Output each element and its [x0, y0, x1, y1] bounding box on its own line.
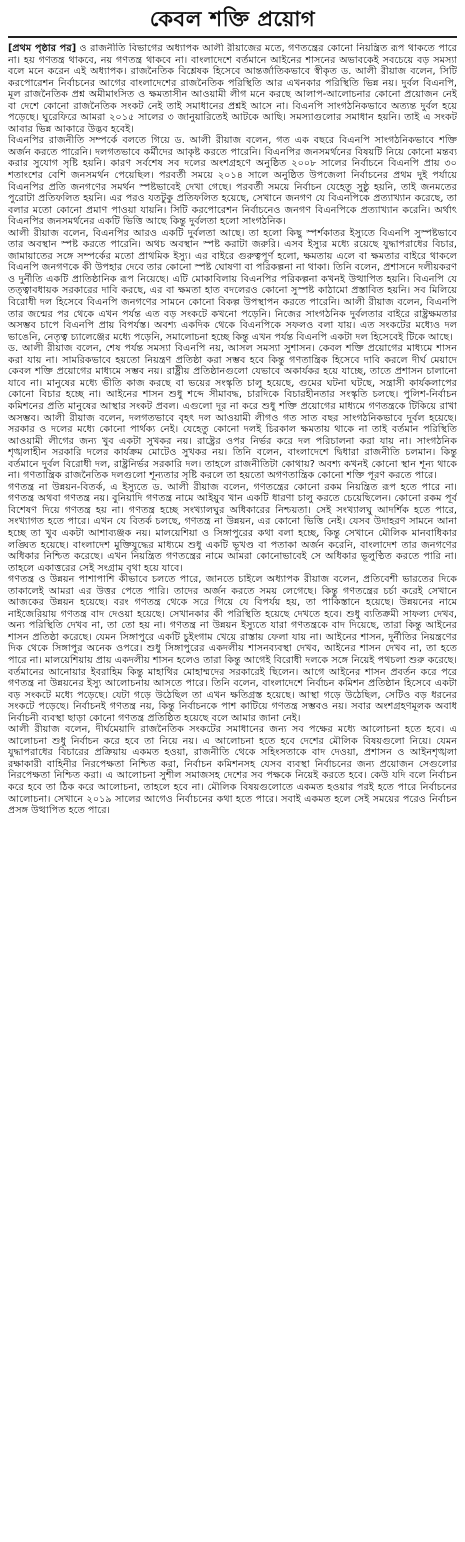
paragraph-1 — [8, 43, 457, 135]
headline: কেবল শক্তি প্রয়োগ — [149, 7, 316, 31]
headline-divider — [8, 36, 457, 38]
paragraph-2: বিএনপির রাজনীতি সম্পর্কে বলতে গিয়ে ড. আলী রীয়াজ বলেন, গত এক বছরে বিএনপি সাংগঠনিকভাবে শক্তি অর্জন করতে পারেনি। দলগতভাবে কর্মীদের আকৃষ্ট করতে পারেনি। বিএনপির জনসমর্থনের বিষয়টি নিয়ে কোনো মন্তব্য করার সুযোগ সৃষ্টি হয়নি। কারণ সর্বশেষ সব দলের অংশগ্রহণে অনুষ্ঠিত ২০০৮ সালের নির্বাচনে বিএনপি প্রায় ৩০ শতাংশের বেশি জনসমর্থন পেয়েছিল। পরবর্তী সময়ে ২০১৪ সালে অনুষ্ঠিত উপজেলা নির্বাচনের প্রথম দুই পর্যায়ে বিএনপির প্রতি জনগণের সমর্থন স্পষ্টভাবেই দেখা গেছে। পরবর্তী সময়ে নির্বাচন যেহেতু সুষ্ঠু হয়নি, তাই জনমতের পুরোটা প্রতিফলিত হয়নি। এর পরও যতটুকু প্রতিফলিত হয়েছে, সেখানে জনগণ যে বিএনপিকে প্রত্যাখ্যান করেছে, তা বলার মতো কোনো প্রমাণ পাওয়া যায়নি। সিটি করপোরেশন নির্বাচনেও জনগণ বিএনপিকে প্রত্যাখ্যান করেনি। অর্থাৎ বিএনপির জনসমর্থনের একটি ভিত্তি আছে কিন্তু দুর্বলতা হলো সাংগঠনিক। — [8, 135, 457, 228]
article-body — [8, 43, 457, 1538]
paragraph-3: আলী রীয়াজ বলেন, বিএনপির আরও একটি দুর্বলতা আছে। তা হলো কিছু স্পর্শকাতর ইস্যুতে বিএনপি সুস্পষ্টভাবে তার অবস্থান স্পষ্ট করতে পারেনি। অথচ অবস্থান স্পষ্ট করাটা জরুরি। এসব ইস্যুর মধ্যে রয়েছে যুদ্ধাপরাধের বিচার, জামায়াতের সঙ্গে সম্পর্কের মতো প্রাথমিক ইস্যু। এর বাইরে গুরুত্বপূর্ণ হলো, ক্ষমতায় এলে বা ক্ষমতার বাইরে থাকলে বিএনপি জনগণকে কী উপহার দেবে তার কোনো স্পষ্ট ঘোষণা বা পরিকল্পনা না থাকা। তিনি বলেন, প্রশাসনে দলীয়করণ ও দুর্নীতি একটি প্রাতিষ্ঠানিক রূপ নিয়েছে। এটি মোকাবিলায় বিএনপির পরিকল্পনা কখনই উত্থাপিত হয়নি। বিএনপি যে তত্ত্বাবধায়ক সরকারের দাবি করছে, এর বা ক্ষমতা হাত বদলেরও কোনো সুস্পষ্ট কাঠামো প্রস্তাবিত হয়নি। সব মিলিয়ে বিরোধী দল হিসেবে বিএনপি জনগণের সামনে কোনো বিকল্প উপস্থাপন করতে পারেনি। আলী রীয়াজ বলেন, বিএনপি তার জন্মের পর থেকে এখন পর্যন্ত এত বড় সংকটে কখনো পড়েনি। নিজের সাংগঠনিক দুর্বলতার বাইরে রাষ্ট্রক্ষমতার অসম্ভব চাপে বিএনপি প্রায় বিপর্যস্ত। অবশ্য একদিক থেকে বিএনপিকে সফলও বলা যায়। এত সংকটের মধ্যেও দল ভাঙেনি, নেতৃত্ব চ্যালেঞ্জের মধ্যে পড়েনি, সমালোচনা হচ্ছে কিন্তু এখন পর্যন্ত বিএনপি একটা দল হিসেবেই টিকে আছে। — [8, 227, 457, 343]
paragraph-6: গণতন্ত্র ও উন্নয়ন পাশাপাশি কীভাবে চলতে পারে, জানতে চাইলে অধ্যাপক রীয়াজ বলেন, প্রতিবেশী ভারতের দিকে তাকালেই আমরা এর উত্তর পেতে পারি। তাদের অর্জন করতে সময় লেগেছে। কিন্তু গণতন্ত্রের চর্চা করেই সেখানে আজকের উন্নয়ন হয়েছে। বরং গণতন্ত্র থেকে সরে গিয়ে যে বিপর্যয় হয়, তা পাকিস্তানে হয়েছে। উন্নয়নের নামে নাইজেরিয়ায় গণতন্ত্র বাদ দেওয়া হয়েছে। সেখানকার কী পরিস্থিতি হয়েছে দেখতে হবে। শুধু ব্যতিক্রমী সাফল্য দেখব, অন্য পরিস্থিতি দেখব না, তা তো হয় না। গণতন্ত্র না উন্নয়ন ইস্যুতে যারা গণতন্ত্রকে বাদ দিয়েছে, তারা কিন্তু আইনের শাসন প্রতিষ্ঠা করেছে। যেমন সিঙ্গাপুরে একটি চুইংগাম খেয়ে রাস্তায় ফেলা যায় না। আইনের শাসন, দুর্নীতির নিয়ন্ত্রণের দিক থেকে সিঙ্গাপুর অনেক ওপরে। শুধু সিঙ্গাপুরের একদলীয় শাসনব্যবস্থা দেখব, আইনের শাসন দেখব না, তা হতে পারে না। মালয়েশিয়ায় প্রায় একদলীয় শাসন হলেও তারা কিন্তু আগেই বিরোধী দলকে সঙ্গে নিয়েই পথচলা শুরু করেছে। বর্তমানের আনোয়ার ইবরাহিম কিন্তু মাহাথির মোহাম্মদের সরকারেই ছিলেন। আগে আইনের শাসন প্রবর্তন করে পরে গণতন্ত্র না উন্নয়নের ইস্যু আলোচনায় আসতে পারে। তিনি বলেন, বাংলাদেশে নির্বাচন কমিশন প্রতিষ্ঠান হিসেবে একটা বড় সংকটে মধ্যে পড়েছে। যেটা গড়ে উঠেছিল তা এখন ক্ষতিগ্রস্ত হয়েছে। আস্থা গড়ে উঠেছিল, সেটিও বড় ধরনের সংকটে পড়েছে। নির্বাচনই গণতন্ত্র নয়, কিন্তু নির্বাচনকে পাশ কাটিয়ে গণতন্ত্র সম্ভবও নয়। সবার অংশগ্রহণমূলক অবাধ নির্বাচনী ব্যবস্থা ছাড়া কোনো গণতন্ত্র প্রতিষ্ঠিত হয়েছে বলে আমার জানা নেই। — [8, 574, 457, 724]
continuation-label: [প্রথম পৃষ্ঠার পর] — [8, 43, 77, 54]
paragraph-7: আলী রীয়াজ বলেন, দীর্ঘমেয়াদি রাজনৈতিক সংকটের সমাধানের জন্য সব পক্ষের মধ্যে আলোচনা হতে হবে। এ আলোচনা শুধু নির্বাচন করে হবে তা নিয়ে নয়। এ আলোচনা হতে হবে দেশের মৌলিক বিষয়গুলো নিয়ে। যেমন যুদ্ধাপরাধের বিচারের প্রক্রিয়ায় একমত হওয়া, রাজনীতি থেকে সহিংসতাকে বাদ দেওয়া, প্রশাসন ও আইনশৃঙ্খলা রক্ষাকারী বাহিনীর নিরপেক্ষতা নিশ্চিত করা, নির্বাচন কমিশনসহ যেসব ব্যবস্থা নির্বাচনের জন্য প্রয়োজন সেগুলোর নিরপেক্ষতা নিশ্চিত করা। এ আলোচনা সুশীল সমাজসহ দেশের সব পক্ষকে নিয়েই করতে হবে। কেউ যদি বলে নির্বাচন করে হবে তা ঠিক করে আলোচনা, তাহলে হবে না। মৌলিক বিষয়গুলোতে একমত হওয়ার পরই হতে পারে নির্বাচনের আলোচনা। সেখানে ২০১৯ সালের আগেও নির্বাচনের কথা হতে পারে। সবাই একমত হলে সেই সময়ের পরেও নির্বাচন প্রসঙ্গ উত্থাপিত হতে পারে। — [8, 724, 457, 817]
paragraph-4: ড. আলী রীয়াজ বলেন, শেষ পর্যন্ত সমস্যা বিএনপি নয়, আসল সমস্যা সুশাসন। কেবল শক্তি প্রয়োগের মাধ্যমে শাসন করা যায় না। সামরিকভাবে হয়তো নিয়ন্ত্রণ প্রতিষ্ঠা করা সম্ভব হবে কিন্তু গণতান্ত্রিক হিসেবে দাবি করলে দীর্ঘ মেয়াদে কেবল শক্তি প্রয়োগের মাধ্যমে সম্ভব নয়। রাষ্ট্রীয় প্রতিষ্ঠানগুলো যেভাবে অকার্যকর হয়ে যাচ্ছে, তাতে প্রশাসন চালানো যাবে না। মানুষের মধ্যে ভীতি কাজ করছে বা ভয়ের সংস্কৃতি চালু হয়েছে, গুমের ঘটনা ঘটছে, সন্ত্রাসী কার্যকলাপের কোনো বিচার হচ্ছে না। আইনের শাসন শুধু শব্দে সীমাবদ্ধ, চারদিকে বিচারহীনতার সংস্কৃতি চলছে। পুলিশ-নির্বাচন কমিশনের প্রতি মানুষের আস্থার সংকট প্রবল। এগুলো দূর না করে শুধু শক্তি প্রয়োগের মাধ্যমে গণতন্ত্রকে টিকিয়ে রাখা অসম্ভব। আলী রীয়াজ বলেন, দলগতভাবে বৃহৎ দল আওয়ামী লীগও গত সাত বছর সাংগঠনিকভাবে দুর্বল হয়েছে। সরকার ও দলের মধ্যে কোনো পার্থক্য নেই। যেহেতু কোনো দলই চিরকাল ক্ষমতায় থাকে না তাই বর্তমান পরিস্থিতি আওয়ামী লীগের জন্য খুব একটা সুখকর নয়। রাষ্ট্রের ওপর নির্ভর করে দল পরিচালনা করা যায় না। সাংগঠনিক শৃঙ্খলাহীন সরকারি দলের কার্যক্রম মোটেও সুখকর নয়। তিনি বলেন, বাংলাদেশে দ্বিধারা রাজনীতি চলমান। কিন্তু বর্তমানে দুর্বল বিরোধী দল, রাষ্ট্রনির্ভর সরকারি দল। তাহলে রাজনীতিটা কোথায়? অবশ্য কখনই কোনো স্থান শূন্য থাকে না। গণতান্ত্রিক রাজনৈতিক দলগুলো শূন্যতার সৃষ্টি করলে তা হয়তো অগণতান্ত্রিক কোনো শক্তি পূরণ করতে পারে। — [8, 343, 457, 482]
paragraph-5: গণতন্ত্র না উন্নয়ন-বিতর্ক, এ ইস্যুতে ড. আলী রীয়াজ বলেন, গণতন্ত্রের কোনো রকম নিয়ন্ত্রিত রূপ হতে পারে না। গণতন্ত্র অথবা গণতন্ত্র নয়। বুনিয়াদি গণতন্ত্র নামে আইয়ুব খান একটি ধারণা চালু করতে চেয়েছিলেন। কোনো রকম পূর্ব বিশেষণ দিয়ে গণতন্ত্র হয় না। গণতন্ত্র হচ্ছে সংখ্যালঘুর অধিকারের নিশ্চয়তা। সেই সংখ্যালঘু আদর্শিক হতে পারে, সংখ্যাগত হতে পারে। এখন যে বিতর্ক চলছে, গণতন্ত্র না উন্নয়ন, এর কোনো ভিত্তি নেই। যেসব উদাহরণ সামনে আনা হচ্ছে তা খুব একটা আশাব্যঞ্জক নয়। মালয়েশিয়া ও সিঙ্গাপুরের কথা বলা হচ্ছে, কিন্তু সেখানে মৌলিক মানবাধিকার লঙ্ঘিত হয়েছে। বাংলাদেশ মুক্তিযুদ্ধের মাধ্যমে শুধু একটি ভূখণ্ড বা পতাকা অর্জন করেনি, বাংলাদেশ তার জনগণের অধিকার নিশ্চিত করেছে। এখন নিয়ন্ত্রিত গণতন্ত্রের নামে আমরা কোনোভাবেই সে অধিকার ভূলুণ্ঠিত করতে পারি না। তাহলে একাত্তরের সেই সংগ্রাম বৃথা হয়ে যাবে। — [8, 481, 457, 574]
paragraph-1-text: ও রাজনীতি বিভাগের অধ্যাপক আলী রীয়াজের মতে, গণতন্ত্রের কোনো নিয়ন্ত্রিত রূপ থাকতে পারে না। হয় গণতন্ত্র থাকবে, নয় গণতন্ত্র থাকবে না। বাংলাদেশে বর্তমানে আইনের শাসনের অভাবকেই সবচেয়ে বড় সমস্যা বলে মনে করেন এই অধ্যাপক। রাজনৈতিক বিশ্লেষক হিসেবে আন্তর্জাতিকভাবে স্বীকৃত ড. আলী রীয়াজ বলেন, সিটি করপোরেশন নির্বাচনের আগের বাংলাদেশের রাজনৈতিক পরিস্থিতি আর এখনকার পরিস্থিতি ভিন্ন নয়। দুর্বল বিএনপি, মূল রাজনৈতিক প্রশ্ন অমীমাংসিত ও ক্ষমতাসীন আওয়ামী লীগ মনে করছে আলাপ-আলোচনার কোনো প্রয়োজন নেই বা দেশে কোনো রাজনৈতিক সংকট নেই তাই সমাধানের প্রশ্নই আসে না। বিএনপি সাংগঠনিকভাবে অত্যন্ত দুর্বল হয়ে পড়েছে। ঘুরেফিরে আমরা ২০১৫ সালের ৩ জানুয়ারিতেই আটকে আছি। সমস্যাগুলোর সমাধান হয়নি। তাই এ সংকট আবার ভিন্ন আকারে উদ্ভব হবেই। — [8, 43, 457, 135]
